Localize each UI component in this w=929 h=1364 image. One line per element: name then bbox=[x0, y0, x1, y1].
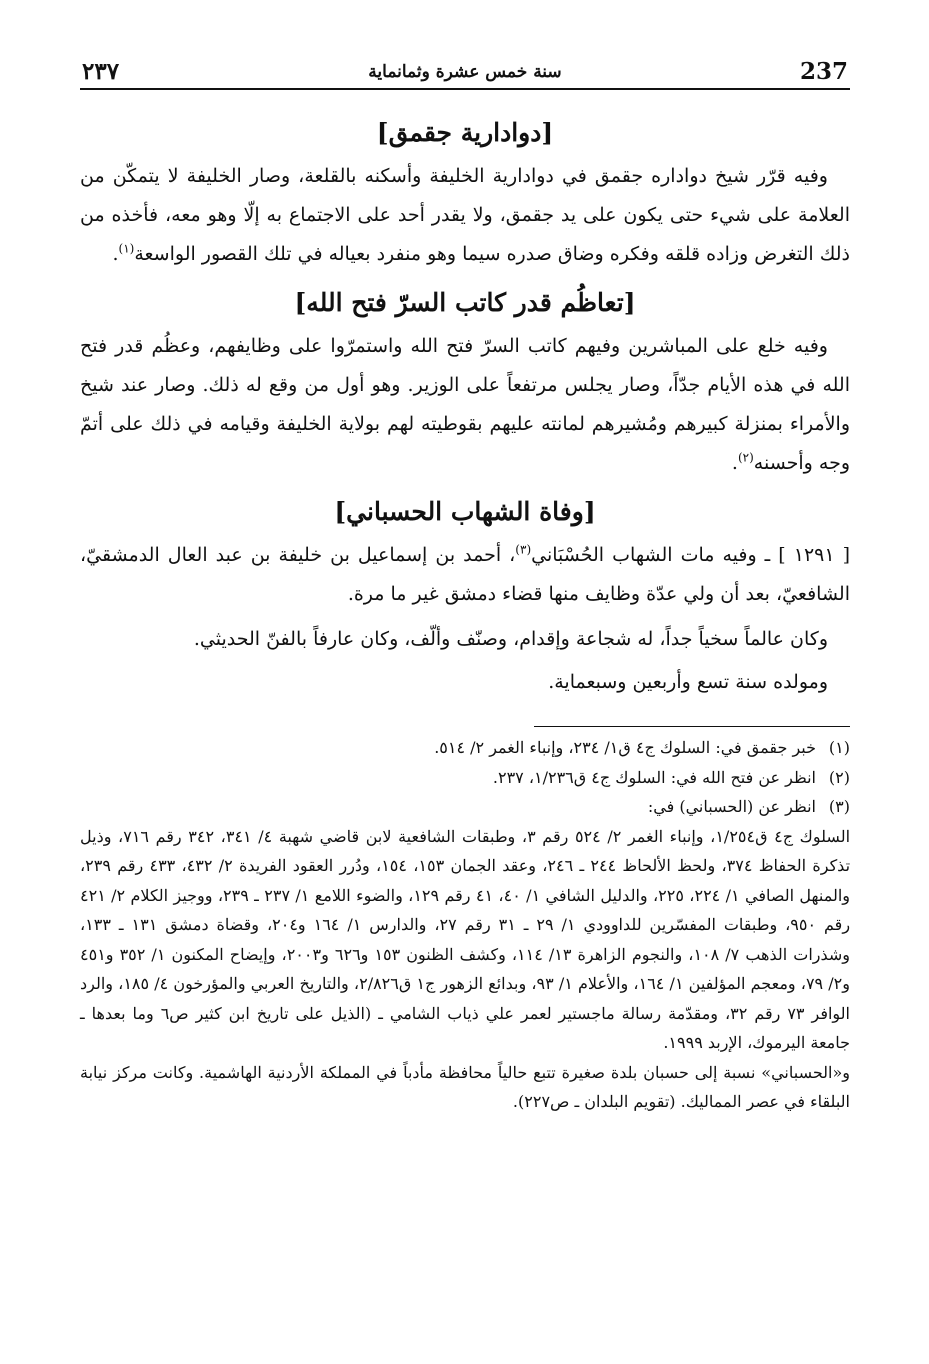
footnote-ref: (٣) bbox=[515, 542, 532, 557]
section-title: [تعاظُم قدر كاتب السرّ فتح الله] bbox=[294, 288, 636, 317]
book-page bbox=[80, 52, 850, 1117]
page-number-arabic: ٢٣٧ bbox=[82, 58, 120, 85]
footnote-mark: (١) bbox=[828, 738, 850, 757]
footnote: (١) خبر جقمق في: السلوك ج٤ ق١/ ٢٣٤، وإنباء الغمر ٢/ ٥١٤. bbox=[80, 733, 850, 763]
section-paragraph: وفيه قرّر شيخ دواداره جقمق في دوادارية الخليفة وأسكنه بالقلعة، وصار الخليفة لا يتمكّن من العلامة على شيء حتى يكون على يد جقمق، ولا يقدر أحد على الاجتماع به إلّا وهو معه، فأخذه من ذلك التغرض وزاده قلقه وفكره وضاق صدره سيما وهو منفرد بعياله في تلك القصور الواسعة$^{(١)}$. bbox=[80, 165, 850, 265]
footnote-separator bbox=[534, 726, 850, 727]
entry-number: [ ١٢٩١ ] bbox=[778, 544, 851, 566]
page-number-latin: 237 bbox=[799, 58, 848, 85]
page-header bbox=[80, 52, 850, 90]
footnote-ref: (٢) bbox=[737, 450, 754, 465]
section-title: [وفاة الشهاب الحسباني] bbox=[334, 497, 596, 526]
footnotes bbox=[80, 733, 850, 1117]
biography-entry: [ ١٢٩١ ] ـ وفيه مات الشهاب الحُسْبَاني$^{(٣)}$، أحمد بن إسماعيل بن خليفة بن عبد العال الدمشقيّ، الشافعيّ، بعد أن ولي عدّة وظايف منها قضاء دمشق غير ما مرة. bbox=[80, 542, 851, 605]
section-paragraph: ومولده سنة تسع وأربعين وسبعماية. bbox=[548, 671, 828, 693]
footnote: (٢) انظر عن فتح الله في: السلوك ج٤ ق١/٢٣٦، ٢٣٧. bbox=[80, 763, 850, 793]
section-paragraph: وفيه خلع على المباشرين وفيهم كاتب السرّ فتح الله واستمرّوا على وظايفهم، وعظُم قدر فتح الله في هذه الأيام جدّاً، وصار يجلس مرتفعاً على الوزير. وهو أول من وقع له ذلك. وصار عند شيخ والأمراء بمنزلة كبيرهم ومُشيرهم لمانته عليهم بقوطيته لهم بولاية الخليفة وقيامه في ذلك على أتمّ وجه وأحسنه$^{(٢)}$. bbox=[80, 335, 850, 474]
footnote-ref: (١) bbox=[118, 241, 135, 256]
footnote: (٣) انظر عن (الحسباني) في: bbox=[80, 792, 850, 822]
footnote-mark: (٣) bbox=[828, 797, 850, 816]
footnote-body: السلوك ج٤ ق١/٢٥٤، وإنباء الغمر ٢/ ٥٢٤ رقم ٣، وطبقات الشافعية لابن قاضي شهبة ٤/ ٣٤١، ٣٤٢ رقم ٧١٦، وذيل تذكرة الحفاظ ٣٧٤، ولحظ الألحاظ ٢٤٤ ـ ٢٤٦، وعقد الجمان ١٥٣، ١٥٤، ودُرر العقود الفريدة ٢/ ٤٣٢، ٤٣٣ رقم ٢٣٩، والمنهل الصافي ١/ ٢٢٤، ٢٢٥، والدليل الشافي ١/ ٤٠، ٤١ رقم ١٢٩، والضوء اللامع ١/ ٢٣٧ ـ ٢٣٩، ووجيز الكلام ٢/ ٤٢١ رقم ٩٥٠، وطبقات المفسّرين للداوودي ١/ ٢٩ ـ ٣١ رقم ٢٧، والدارس ١/ ١٦٤ و٢٠٤، وقضاة دمشق ١٣١ ـ ١٣٣، وشذرات الذهب ٧/ ١٠٨، والنجوم الزاهرة ١٣/ ١١٤، وكشف الظنون ١٥٣ و٦٢٦ و٢٠٠٣، وإيضاح المكنون ١/ ٣٥٢ و٤٥١ و٢/ ٧٩، ومعجم المؤلفين ١/ ١٦٤، والأعلام ١/ ٩٣، وبدائع الزهور ج١ ق٢/٨٢٦، والتاريخ العربي والمؤرخون ٤/ ١٨٥، والرد الوافر ٧٣ رقم ٣٢، ومقدّمة رسالة ماجستير لعمر علي ذياب الشامي ـ (الذيل على تاريخ ابن كثير ص٦ وما بعدها ـ جامعة اليرموك، الإربد ١٩٩٩. bbox=[80, 826, 851, 1052]
footnote-body: و«الحسباني» نسبة إلى حسبان بلدة صغيرة تتبع حالياً محافظة مأدباً في المملكة الأردنية الهاشمية. وكانت مركز نيابة البلقاء في عصر المماليك. (تقويم البلدان ـ ص٢٢٧). bbox=[80, 1062, 850, 1111]
running-title: سنة خمس عشرة وثمانماية bbox=[368, 62, 562, 82]
footnote-mark: (٢) bbox=[828, 767, 850, 787]
section-title: [دوادارية جقمق] bbox=[376, 118, 554, 147]
section-paragraph: وكان عالماً سخياً جداً، له شجاعة وإقدام، وصنّف وألّف، وكان عارفاً بالفنّ الحديثي. bbox=[193, 628, 828, 650]
